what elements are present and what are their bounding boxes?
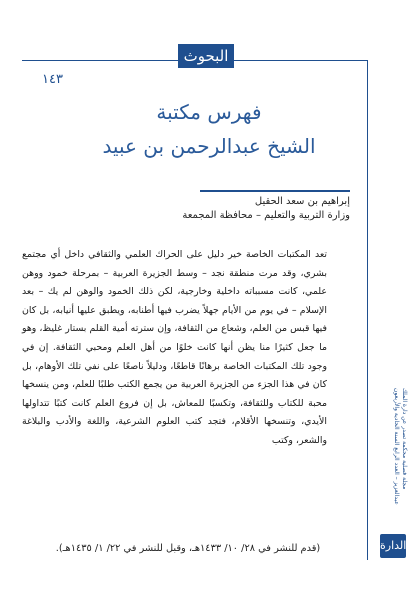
author-name: إبراهيم بن سعد الحقيل	[254, 196, 350, 207]
section-label: البحوث	[178, 44, 234, 68]
author-affiliation: وزارة التربية والتعليم – محافظة المجمعة	[182, 210, 350, 221]
submission-note: (قدم للنشر في ٢٨/ ١٠/ ١٤٣٣هـ، وقبل للنشر في ٢٢/ ١/ ١٤٣٥هـ).	[55, 543, 321, 554]
journal-caption: مجلة فصلية محكمة تصدر عن دارة الملك عبدالعزيز – العدد الرابع السنة الحادية والأربعون	[393, 388, 408, 505]
page-number: ١٤٣	[42, 72, 63, 87]
journal-logo: الدارة	[380, 534, 406, 558]
article-body: تعد المكتبات الخاصة خير دليل على الحراك العلمي والثقافي داخل أي مجتمع بشري، وقد مرت منطقة نجد – وسط الجزيرة العربية – بمرحلة خمود ووهن علمي، كانت مسبباته داخلية وخارجية، لكن ذلك الخمود والوهن لم يك – بعد الإسلام – في يوم من الأيام جهلاً يضرب فيها أطنابه، ويطبق عليها أنيابه، بل كان فيها قبس من العلم، وشعاع من الثقافة، وإن سترته أمية القلم بستار غليظ، وهو ما جعل كثيرًا منا يظن أنها كانت خلوًا من أهل العلم ومحبي الثقافة. إن في وجود تلك المكتبات الخاصة برهانًا قاطعًا، ودليلاً ناصعًا على نفي تلك الأوهام، بل كان في هذا الجزء من الجزيرة العربية من يجمع الكتب طلبًا للعلم، ومن ينسخها محبة للكتاب وللثقافة، وتكسبًا للمعاش، بل إن فروع العلم كانت كتبًا تتداولها الأيدي، وتنسخها الأقلام، فتجد كتب العلوم الشرعية، واللغة والأدب والبلاغة والشعر، وكتب	[22, 249, 327, 446]
author-divider	[200, 190, 350, 192]
article-title-line1: فهرس مكتبة	[156, 100, 262, 124]
sidebar-rule	[367, 60, 368, 560]
article-title-line2: الشيخ عبدالرحمن بن عبيد	[102, 134, 316, 158]
